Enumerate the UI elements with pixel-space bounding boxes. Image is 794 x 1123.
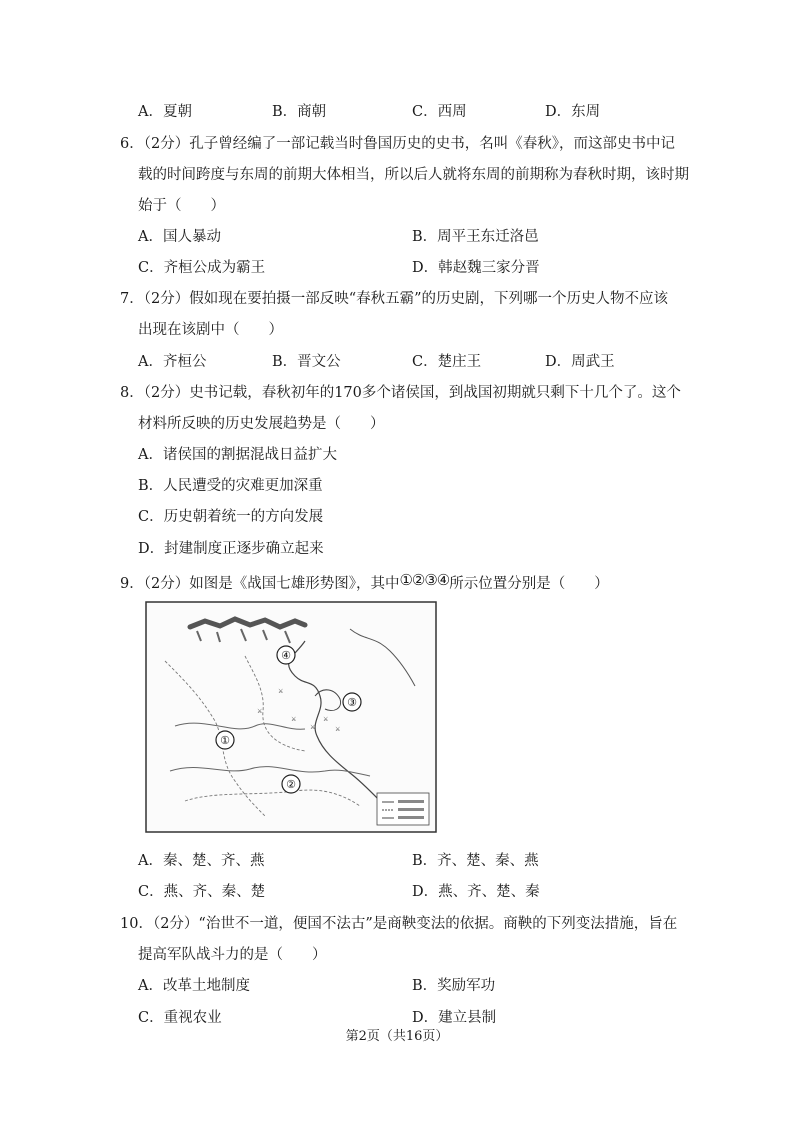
q7-stem-line2: 出现在该剧中（ ） [138, 322, 283, 338]
q10-option-d: D．建立县制 [412, 1010, 497, 1026]
map-mark-3 [343, 693, 361, 711]
q9-option-a: A．秦、楚、齐、燕 [138, 853, 265, 869]
map-mark-2-label: ② [286, 778, 296, 791]
q9-stem-prefix: 9．（2分）如图是《战国七雄形势图》，其中 [120, 576, 400, 592]
q10-option-c: C．重视农业 [138, 1010, 222, 1026]
map-legend-text-2 [398, 808, 424, 811]
map-mark-4-label: ④ [281, 649, 291, 662]
q9-option-c: C．燕、齐、秦、楚 [138, 884, 266, 900]
q6-option-c: C．齐桓公成为霸王 [138, 260, 266, 276]
q9-option-b: B．齐、楚、秦、燕 [412, 853, 539, 869]
q9-stem-marks: ①②③④ [399, 571, 450, 589]
q7-option-b: B．晋文公 [272, 354, 341, 370]
q10-stem-line1: 10．（2分）“治世不一道，便国不法古”是商鞅变法的依据。商鞅的下列变法措施，旨在 [120, 916, 678, 932]
q5-option-d: D．东周 [545, 104, 601, 120]
q8-option-c: C．历史朝着统一的方向发展 [138, 509, 324, 525]
map-legend-text-3 [398, 816, 424, 819]
warring-states-map [145, 601, 437, 833]
map-mark-1 [216, 731, 234, 749]
q8-option-a: A．诸侯国的割据混战日益扩大 [138, 447, 337, 463]
map-small-label-5: ⚔ [323, 716, 329, 723]
q6-stem-line2: 载的时间跨度与东周的前期大体相当，所以后人就将东周的前期称为春秋时期，该时期 [138, 167, 689, 183]
q9-stem-suffix: 所示位置分别是（ ） [449, 576, 609, 592]
q7-option-c: C．楚庄王 [412, 354, 482, 370]
q10-stem-line2: 提高军队战斗力的是（ ） [138, 947, 327, 963]
q9-option-d: D．燕、齐、楚、秦 [412, 884, 540, 900]
q10-option-a: A．改革土地制度 [138, 978, 250, 994]
map-mark-2 [282, 775, 300, 793]
page-footer: 第2页（共16页） [345, 1029, 449, 1044]
q8-option-d: D．封建制度正逐步确立起来 [138, 541, 324, 557]
map-mark-3-label: ③ [347, 696, 357, 709]
q5-option-a: A．夏朝 [138, 104, 192, 120]
q6-option-a: A．国人暴动 [138, 229, 221, 245]
q6-option-b: B．周平王东迁洛邑 [412, 229, 539, 245]
q10-option-b: B．奖励军功 [412, 978, 496, 994]
q5-option-b: B．商朝 [272, 104, 327, 120]
q6-stem-line3: 始于（ ） [138, 198, 225, 214]
map-small-label-1: ⚔ [278, 688, 284, 695]
q7-stem-line1: 7．（2分）假如现在要拍摄一部反映“春秋五霸”的历史剧，下列哪一个历史人物不应该 [120, 291, 669, 307]
map-mark-4 [277, 646, 295, 664]
map-small-label-2: ⚔ [257, 708, 263, 715]
map-small-label-4: ⚔ [310, 724, 316, 731]
q5-option-c: C．西周 [412, 104, 467, 120]
q7-option-d: D．周武王 [545, 354, 615, 370]
q8-option-b: B．人民遭受的灾难更加深重 [138, 478, 323, 494]
map-small-label-6: ⚔ [335, 726, 341, 733]
map-small-label-3: ⚔ [291, 716, 297, 723]
q8-stem-line1: 8．（2分）史书记载，春秋初年的170多个诸侯国，到战国初期就只剩下十几个了。这个 [120, 385, 681, 401]
map-legend-text-1 [398, 800, 424, 803]
map-mark-1-label: ① [220, 734, 230, 747]
q7-option-a: A．齐桓公 [138, 354, 207, 370]
q9-stem [120, 570, 609, 594]
q6-option-d: D．韩赵魏三家分晋 [412, 260, 540, 276]
q6-stem-line1: 6．（2分）孔子曾经编了一部记载当时鲁国历史的史书，名叫《春秋》，而这部史书中记 [120, 136, 675, 152]
q8-stem-line2: 材料所反映的历史发展趋势是（ ） [138, 416, 385, 432]
